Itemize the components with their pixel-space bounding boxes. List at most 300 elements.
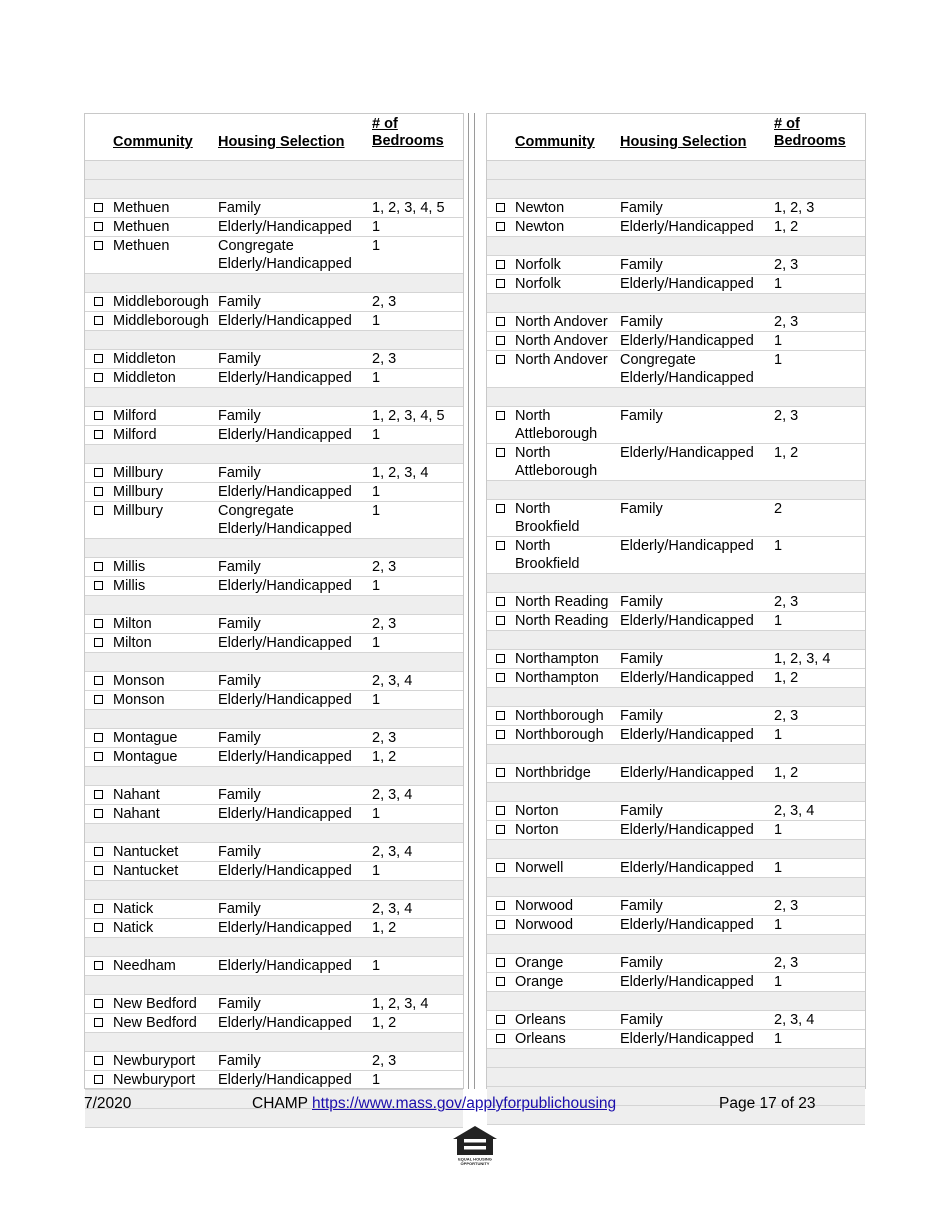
spacer-row: [487, 992, 865, 1011]
equal-bar-bottom: [464, 1146, 486, 1150]
community-cell: Methuen: [113, 200, 170, 216]
housing-selection-cell: Family: [620, 314, 663, 330]
table-row: [85, 558, 463, 577]
housing-selection-cell: Elderly/Handicapped: [620, 917, 754, 933]
community-cell: Northampton: [515, 651, 599, 667]
spacer-row: [85, 824, 463, 843]
bedrooms-cell: 1, 2, 3: [774, 200, 815, 216]
table-row: [85, 634, 463, 653]
spacer-row: [85, 388, 463, 407]
community-cell: Milton: [113, 616, 152, 632]
housing-selection-cell: Elderly/Handicapped: [218, 1015, 352, 1031]
bedrooms-cell: 2, 3: [372, 616, 397, 632]
community-cell: North Brookfield: [515, 501, 580, 535]
spacer-row: [85, 274, 463, 293]
checkbox[interactable]: [496, 355, 505, 364]
community-cell: Norfolk: [515, 276, 561, 292]
housing-selection-cell: Elderly/Handicapped: [620, 445, 754, 461]
housing-selection-cell: Elderly/Handicapped: [218, 578, 352, 594]
right-table: [486, 113, 866, 1089]
spacer-row: [85, 767, 463, 786]
bedrooms-cell: 2, 3: [774, 408, 799, 424]
community-cell: Newburyport: [113, 1072, 196, 1088]
housing-selection-cell: Family: [218, 351, 261, 367]
checkbox[interactable]: [94, 866, 103, 875]
bedrooms-cell: 1: [774, 333, 783, 349]
community-cell: Nantucket: [113, 863, 179, 879]
bedrooms-cell: 1: [774, 276, 783, 292]
community-cell: Orleans: [515, 1031, 566, 1047]
table-row: [85, 483, 463, 502]
housing-selection-cell: Family: [620, 955, 663, 971]
bedrooms-cell: 1, 2: [372, 749, 397, 765]
bedrooms-cell: 1: [774, 974, 783, 990]
community-cell: Montague: [113, 730, 178, 746]
bedrooms-cell: 2, 3: [372, 351, 397, 367]
table-row: [487, 650, 865, 669]
housing-selection-cell: Family: [620, 708, 663, 724]
table-row: [85, 691, 463, 710]
checkbox[interactable]: [496, 711, 505, 720]
checkbox[interactable]: [496, 1034, 505, 1043]
community-cell: Northborough: [515, 708, 604, 724]
community-cell: Millbury: [113, 503, 163, 519]
checkbox[interactable]: [496, 768, 505, 777]
checkbox[interactable]: [94, 733, 103, 742]
table-row: [85, 862, 463, 881]
community-cell: Nahant: [113, 806, 160, 822]
bedrooms-cell: 1, 2: [774, 765, 799, 781]
housing-selection-cell: Elderly/Handicapped: [620, 219, 754, 235]
checkbox[interactable]: [496, 504, 505, 513]
table-row: [487, 612, 865, 631]
bedrooms-cell: 2, 3, 4: [774, 803, 815, 819]
bedrooms-cell: 2, 3: [774, 594, 799, 610]
spacer-row: [487, 783, 865, 802]
bedrooms-cell: 1: [372, 238, 381, 254]
spacer-row: [487, 1049, 865, 1068]
checkbox[interactable]: [496, 901, 505, 910]
community-cell: Needham: [113, 958, 176, 974]
logo-text-line-1: EQUAL HOUSING: [458, 1156, 492, 1162]
community-cell: Nantucket: [113, 844, 179, 860]
community-cell: Monson: [113, 692, 165, 708]
community-cell: Montague: [113, 749, 178, 765]
spacer-row: [487, 688, 865, 707]
checkbox[interactable]: [94, 506, 103, 515]
checkbox[interactable]: [496, 825, 505, 834]
spacer-row: [487, 574, 865, 593]
bedrooms-cell: 2, 3: [774, 257, 799, 273]
housing-selection-cell: Elderly/Handicapped: [218, 427, 352, 443]
housing-selection-cell: Elderly/Handicapped: [620, 538, 754, 554]
community-cell: North Andover: [515, 314, 608, 330]
bedrooms-cell: 1: [372, 503, 381, 519]
checkbox[interactable]: [94, 790, 103, 799]
housing-selection-cell: Elderly/Handicapped: [218, 692, 352, 708]
spacer-row: [85, 881, 463, 900]
table-header: [85, 114, 463, 161]
footer-date: 7/2020: [84, 1095, 132, 1112]
checkbox[interactable]: [496, 336, 505, 345]
table-row: [85, 502, 463, 539]
housing-selection-cell: Family: [218, 673, 261, 689]
community-cell: Monson: [113, 673, 165, 689]
community-cell: Newton: [515, 200, 565, 216]
checkbox[interactable]: [496, 448, 505, 457]
community-cell: Middleton: [113, 370, 176, 386]
bedrooms-cell: 1, 2, 3, 4, 5: [372, 408, 445, 424]
spacer-row: [487, 878, 865, 897]
table-row: [487, 859, 865, 878]
table-row: [85, 805, 463, 824]
checkbox[interactable]: [496, 597, 505, 606]
community-cell: Milford: [113, 408, 157, 424]
checkbox[interactable]: [94, 581, 103, 590]
checkbox[interactable]: [94, 354, 103, 363]
housing-selection-cell: Elderly/Handicapped: [620, 613, 754, 629]
table-row: [487, 916, 865, 935]
checkbox[interactable]: [94, 999, 103, 1008]
checkbox[interactable]: [94, 809, 103, 818]
right-rows: [487, 161, 865, 1125]
table-row: [487, 593, 865, 612]
logo-text-line-2: OPPORTUNITY: [460, 1161, 490, 1166]
table-row: [85, 786, 463, 805]
bedrooms-cell: 2, 3, 4: [372, 844, 413, 860]
bedrooms-cell: 1, 2, 3, 4: [774, 651, 831, 667]
spacer-row: [487, 935, 865, 954]
community-cell: Milford: [113, 427, 157, 443]
bedrooms-cell: 2, 3, 4: [372, 787, 413, 803]
bedrooms-cell: 2, 3, 4: [774, 1012, 815, 1028]
community-cell: Orleans: [515, 1012, 566, 1028]
bedrooms-cell: 2, 3: [774, 708, 799, 724]
checkbox[interactable]: [496, 673, 505, 682]
checkbox[interactable]: [94, 752, 103, 761]
community-cell: Millbury: [113, 465, 163, 481]
spacer-row: [85, 1033, 463, 1052]
table-row: [85, 615, 463, 634]
table-row: [85, 237, 463, 274]
checkbox[interactable]: [94, 1056, 103, 1065]
spacer-row: [487, 631, 865, 650]
spacer-row: [85, 161, 463, 180]
bedrooms-cell: 1: [774, 917, 783, 933]
housing-selection-cell: Elderly/Handicapped: [620, 765, 754, 781]
bedrooms-cell: 1: [774, 352, 783, 368]
column-divider: [474, 113, 475, 1089]
community-cell: North Reading: [515, 613, 609, 629]
table-row: [85, 350, 463, 369]
table-row: [487, 332, 865, 351]
housing-selection-cell: Elderly/Handicapped: [620, 860, 754, 876]
spacer-row: [487, 161, 865, 180]
bedrooms-cell: 2, 3: [372, 559, 397, 575]
housing-selection-cell: Family: [218, 465, 261, 481]
checkbox[interactable]: [94, 904, 103, 913]
housing-selection-cell: Elderly/Handicapped: [218, 313, 352, 329]
checkbox[interactable]: [94, 619, 103, 628]
community-cell: Norton: [515, 803, 559, 819]
community-cell: Norwood: [515, 898, 574, 914]
table-row: [85, 577, 463, 596]
checkbox[interactable]: [94, 203, 103, 212]
spacer-row: [85, 331, 463, 350]
community-cell: Millis: [113, 559, 146, 575]
apply-link[interactable]: https://www.mass.gov/applyforpublichousing: [312, 1095, 617, 1112]
housing-selection-cell: Family: [620, 651, 663, 667]
community-cell: North Attleborough: [515, 408, 598, 442]
bedrooms-cell: 1: [372, 578, 381, 594]
community-cell: Middleton: [113, 351, 176, 367]
spacer-row: [487, 481, 865, 500]
housing-selection-cell: Family: [620, 257, 663, 273]
left-table: [84, 113, 464, 1089]
community-cell: Millbury: [113, 484, 163, 500]
checkbox[interactable]: [94, 373, 103, 382]
spacer-row: [85, 180, 463, 199]
table-row: [487, 218, 865, 237]
checkbox[interactable]: [94, 468, 103, 477]
housing-selection-cell: Congregate Elderly/Handicapped: [620, 352, 754, 386]
checkbox[interactable]: [496, 411, 505, 420]
table-row: [85, 218, 463, 237]
bedrooms-cell: 1, 2: [774, 219, 799, 235]
housing-selection-cell: Elderly/Handicapped: [218, 920, 352, 936]
footer-champ-label: CHAMP: [252, 1095, 308, 1112]
checkbox[interactable]: [496, 920, 505, 929]
table-row: [487, 275, 865, 294]
bedrooms-cell: 1: [774, 860, 783, 876]
table-row: [487, 669, 865, 688]
bedrooms-cell: 2, 3: [372, 294, 397, 310]
table-row: [85, 957, 463, 976]
housing-selection-cell: Family: [620, 803, 663, 819]
checkbox[interactable]: [94, 638, 103, 647]
header-community: Community: [113, 134, 193, 150]
community-cell: Nahant: [113, 787, 160, 803]
table-row: [487, 313, 865, 332]
bedrooms-cell: 1, 2: [372, 1015, 397, 1031]
housing-selection-cell: Elderly/Handicapped: [620, 1031, 754, 1047]
bedrooms-cell: 1: [372, 484, 381, 500]
spacer-row: [487, 840, 865, 859]
checkbox[interactable]: [94, 241, 103, 250]
housing-selection-cell: Elderly/Handicapped: [620, 276, 754, 292]
checkbox[interactable]: [94, 297, 103, 306]
community-cell: North Reading: [515, 594, 609, 610]
checkbox[interactable]: [496, 863, 505, 872]
bedrooms-cell: 1: [372, 692, 381, 708]
housing-selection-cell: Family: [620, 408, 663, 424]
checkbox[interactable]: [496, 654, 505, 663]
table-row: [487, 973, 865, 992]
table-row: [85, 995, 463, 1014]
checkbox[interactable]: [496, 730, 505, 739]
table-row: [85, 1071, 463, 1090]
housing-selection-cell: Elderly/Handicapped: [218, 370, 352, 386]
checkbox[interactable]: [94, 411, 103, 420]
community-cell: Middleborough: [113, 313, 209, 329]
spacer-row: [85, 938, 463, 957]
community-cell: Orange: [515, 955, 564, 971]
housing-selection-cell: Congregate Elderly/Handicapped: [218, 503, 352, 537]
bedrooms-cell: 2: [774, 501, 783, 517]
checkbox[interactable]: [94, 961, 103, 970]
housing-selection-cell: Family: [218, 408, 261, 424]
header-community: Community: [515, 134, 595, 150]
table-row: [85, 1014, 463, 1033]
community-cell: Middleborough: [113, 294, 209, 310]
spacer-row: [85, 596, 463, 615]
spacer-row: [487, 180, 865, 199]
checkbox[interactable]: [496, 260, 505, 269]
bedrooms-cell: 1: [372, 635, 381, 651]
column-divider: [468, 113, 469, 1089]
table-row: [487, 199, 865, 218]
checkbox[interactable]: [496, 616, 505, 625]
housing-selection-cell: Family: [218, 616, 261, 632]
spacer-row: [487, 745, 865, 764]
table-row: [487, 256, 865, 275]
table-row: [487, 954, 865, 973]
checkbox[interactable]: [94, 316, 103, 325]
checkbox[interactable]: [496, 1015, 505, 1024]
bedrooms-cell: 2, 3: [774, 314, 799, 330]
bedrooms-cell: 1, 2: [774, 445, 799, 461]
table-row: [85, 464, 463, 483]
checkbox[interactable]: [496, 317, 505, 326]
housing-selection-cell: Family: [218, 844, 261, 860]
footer-champ: [252, 1095, 616, 1113]
table-row: [85, 748, 463, 767]
housing-selection-cell: Elderly/Handicapped: [620, 333, 754, 349]
checkbox[interactable]: [496, 958, 505, 967]
bedrooms-cell: 1, 2, 3, 4: [372, 465, 429, 481]
spacer-row: [487, 388, 865, 407]
checkbox[interactable]: [94, 430, 103, 439]
community-cell: Northborough: [515, 727, 604, 743]
community-cell: Northbridge: [515, 765, 591, 781]
housing-selection-cell: Elderly/Handicapped: [218, 1072, 352, 1088]
spacer-row: [85, 976, 463, 995]
spacer-row: [85, 445, 463, 464]
community-cell: Norton: [515, 822, 559, 838]
spacer-row: [85, 653, 463, 672]
bedrooms-cell: 1, 2, 3, 4, 5: [372, 200, 445, 216]
bedrooms-cell: 1: [774, 727, 783, 743]
bedrooms-cell: 2, 3: [774, 955, 799, 971]
housing-selection-cell: Family: [218, 294, 261, 310]
housing-selection-cell: Elderly/Handicapped: [218, 958, 352, 974]
housing-selection-cell: Congregate Elderly/Handicapped: [218, 238, 352, 272]
table-row: [85, 919, 463, 938]
spacer-row: [85, 710, 463, 729]
checkbox[interactable]: [496, 203, 505, 212]
community-cell: Norwood: [515, 917, 574, 933]
housing-selection-cell: Family: [620, 594, 663, 610]
checkbox[interactable]: [94, 695, 103, 704]
table-row: [487, 1011, 865, 1030]
housing-selection-cell: Elderly/Handicapped: [620, 670, 754, 686]
community-cell: Newburyport: [113, 1053, 196, 1069]
housing-selection-cell: Elderly/Handicapped: [218, 484, 352, 500]
checkbox[interactable]: [496, 541, 505, 550]
housing-selection-cell: Family: [218, 559, 261, 575]
checkbox[interactable]: [94, 487, 103, 496]
community-cell: Milton: [113, 635, 152, 651]
community-cell: Norfolk: [515, 257, 561, 273]
equal-housing-opportunity-icon: [451, 1124, 499, 1166]
table-row: [487, 897, 865, 916]
checkbox[interactable]: [94, 1018, 103, 1027]
bedrooms-cell: 1: [372, 958, 381, 974]
community-cell: New Bedford: [113, 996, 197, 1012]
table-row: [487, 821, 865, 840]
bedrooms-cell: 1: [372, 1072, 381, 1088]
table-row: [85, 407, 463, 426]
header-housing-selection: Housing Selection: [620, 134, 747, 150]
housing-selection-cell: Elderly/Handicapped: [620, 974, 754, 990]
housing-selection-cell: Family: [620, 200, 663, 216]
housing-selection-cell: Family: [218, 901, 261, 917]
checkbox[interactable]: [94, 923, 103, 932]
spacer-row: [487, 294, 865, 313]
spacer-row: [487, 237, 865, 256]
checkbox[interactable]: [496, 279, 505, 288]
housing-selection-cell: Family: [218, 200, 261, 216]
checkbox[interactable]: [496, 977, 505, 986]
bedrooms-cell: 2, 3: [372, 1053, 397, 1069]
table-row: [85, 426, 463, 445]
checkbox[interactable]: [94, 222, 103, 231]
table-row: [85, 729, 463, 748]
checkbox[interactable]: [94, 562, 103, 571]
housing-selection-cell: Elderly/Handicapped: [218, 806, 352, 822]
housing-selection-cell: Elderly/Handicapped: [218, 749, 352, 765]
checkbox[interactable]: [94, 1075, 103, 1084]
community-cell: North Brookfield: [515, 538, 580, 572]
table-row: [85, 843, 463, 862]
community-cell: Methuen: [113, 219, 170, 235]
housing-selection-cell: Elderly/Handicapped: [218, 863, 352, 879]
bedrooms-cell: 1: [774, 538, 783, 554]
housing-selection-cell: Family: [620, 501, 663, 517]
housing-selection-cell: Family: [620, 1012, 663, 1028]
equal-bar-top: [464, 1139, 486, 1143]
checkbox[interactable]: [496, 222, 505, 231]
checkbox[interactable]: [496, 806, 505, 815]
table-row: [85, 312, 463, 331]
table-row: [487, 707, 865, 726]
housing-selection-cell: Elderly/Handicapped: [218, 219, 352, 235]
housing-selection-cell: Family: [218, 996, 261, 1012]
bedrooms-cell: 1: [372, 863, 381, 879]
bedrooms-cell: 2, 3, 4: [372, 901, 413, 917]
checkbox[interactable]: [94, 847, 103, 856]
header-housing-selection: Housing Selection: [218, 134, 345, 150]
bedrooms-cell: 1: [372, 806, 381, 822]
table-row: [487, 351, 865, 388]
housing-selection-cell: Family: [218, 787, 261, 803]
community-cell: North Attleborough: [515, 445, 598, 479]
checkbox[interactable]: [94, 676, 103, 685]
table-row: [85, 293, 463, 312]
table-row: [85, 369, 463, 388]
table-row: [487, 444, 865, 481]
spacer-row: [85, 539, 463, 558]
